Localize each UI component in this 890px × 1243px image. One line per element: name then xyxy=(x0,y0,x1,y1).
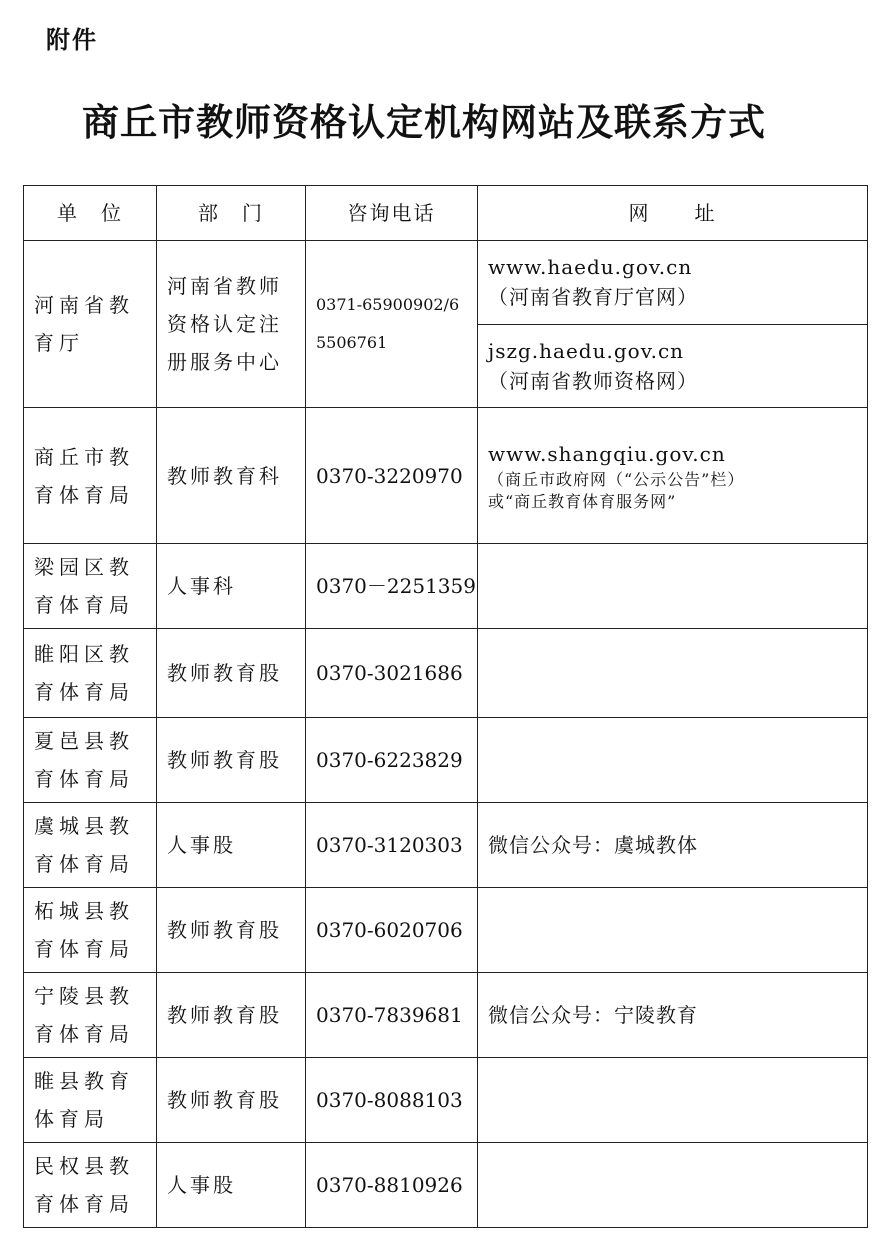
dept-cell: 教师教育股 xyxy=(157,1058,306,1143)
table-row xyxy=(24,1058,868,1143)
header-phone: 咨询电话 xyxy=(306,186,478,241)
phone-cell: 0370-6020706 xyxy=(306,888,478,973)
phone-cell: 0370-3120303 xyxy=(306,803,478,888)
phone-cell: 0370-6223829 xyxy=(306,718,478,803)
dept-cell: 教师教育股 xyxy=(157,718,306,803)
web-url: jszg.haedu.gov.cn xyxy=(488,338,685,363)
web-cell: 微信公众号：宁陵教育 xyxy=(478,973,868,1058)
phone-cell: 0370-8088103 xyxy=(306,1058,478,1143)
unit-cell: 民权县教育体育局 xyxy=(24,1143,157,1228)
table-row xyxy=(24,544,868,629)
dept-cell: 人事股 xyxy=(157,803,306,888)
web-cell xyxy=(478,1058,868,1143)
web-cell xyxy=(478,408,868,544)
web-cell: 微信公众号：虞城教体 xyxy=(478,803,868,888)
phone-cell: 0370-3021686 xyxy=(306,629,478,718)
header-dept: 部 门 xyxy=(157,186,306,241)
web-note: （商丘市政府网（“公示公告”栏） xyxy=(488,469,745,489)
table-row xyxy=(24,629,868,718)
dept-cell: 教师教育股 xyxy=(157,888,306,973)
web-note: （河南省教育厅官网） xyxy=(488,285,698,310)
web-url: www.shangqiu.gov.cn xyxy=(488,441,726,466)
phone-cell: 0370-8810926 xyxy=(306,1143,478,1228)
phone-cell: 0370－2251359 xyxy=(306,544,478,629)
dept-cell: 河南省教师资格认定注册服务中心 xyxy=(157,241,306,408)
unit-cell: 柘城县教育体育局 xyxy=(24,888,157,973)
dept-cell: 教师教育股 xyxy=(157,973,306,1058)
table-row xyxy=(24,241,868,325)
table-row xyxy=(24,1143,868,1228)
document-title: 商丘市教师资格认定机构网站及联系方式 xyxy=(82,101,766,144)
unit-cell: 河南省教育厅 xyxy=(24,241,157,408)
dept-cell: 人事科 xyxy=(157,544,306,629)
web-cell xyxy=(478,629,868,718)
web-cell xyxy=(478,1143,868,1228)
unit-cell: 睢阳区教育体育局 xyxy=(24,629,157,718)
phone-cell: 0371-65900902/65506761 xyxy=(306,241,478,408)
header-web: 网 址 xyxy=(478,186,868,241)
web-cell xyxy=(478,718,868,803)
attachment-label: 附件 xyxy=(46,26,98,54)
web-note: 或“商丘教育体育服务网” xyxy=(488,491,677,511)
web-cell xyxy=(478,324,868,408)
unit-cell: 梁园区教育体育局 xyxy=(24,544,157,629)
table-row xyxy=(24,408,868,544)
dept-cell: 教师教育股 xyxy=(157,629,306,718)
header-unit: 单 位 xyxy=(24,186,157,241)
table-row xyxy=(24,718,868,803)
unit-cell: 虞城县教育体育局 xyxy=(24,803,157,888)
phone-cell: 0370-7839681 xyxy=(306,973,478,1058)
header-row xyxy=(24,186,868,241)
phone-cell: 0370-3220970 xyxy=(306,408,478,544)
table-row xyxy=(24,888,868,973)
unit-cell: 宁陵县教育体育局 xyxy=(24,973,157,1058)
unit-cell: 夏邑县教育体育局 xyxy=(24,718,157,803)
dept-cell: 教师教育科 xyxy=(157,408,306,544)
web-cell xyxy=(478,241,868,325)
web-cell xyxy=(478,888,868,973)
table-row xyxy=(24,973,868,1058)
dept-cell: 人事股 xyxy=(157,1143,306,1228)
unit-cell: 商丘市教育体育局 xyxy=(24,408,157,544)
unit-cell: 睢县教育体育局 xyxy=(24,1058,157,1143)
web-note: （河南省教师资格网） xyxy=(488,368,698,393)
contact-table xyxy=(23,185,868,1228)
web-url: www.haedu.gov.cn xyxy=(488,255,693,280)
table-row xyxy=(24,803,868,888)
web-cell xyxy=(478,544,868,629)
